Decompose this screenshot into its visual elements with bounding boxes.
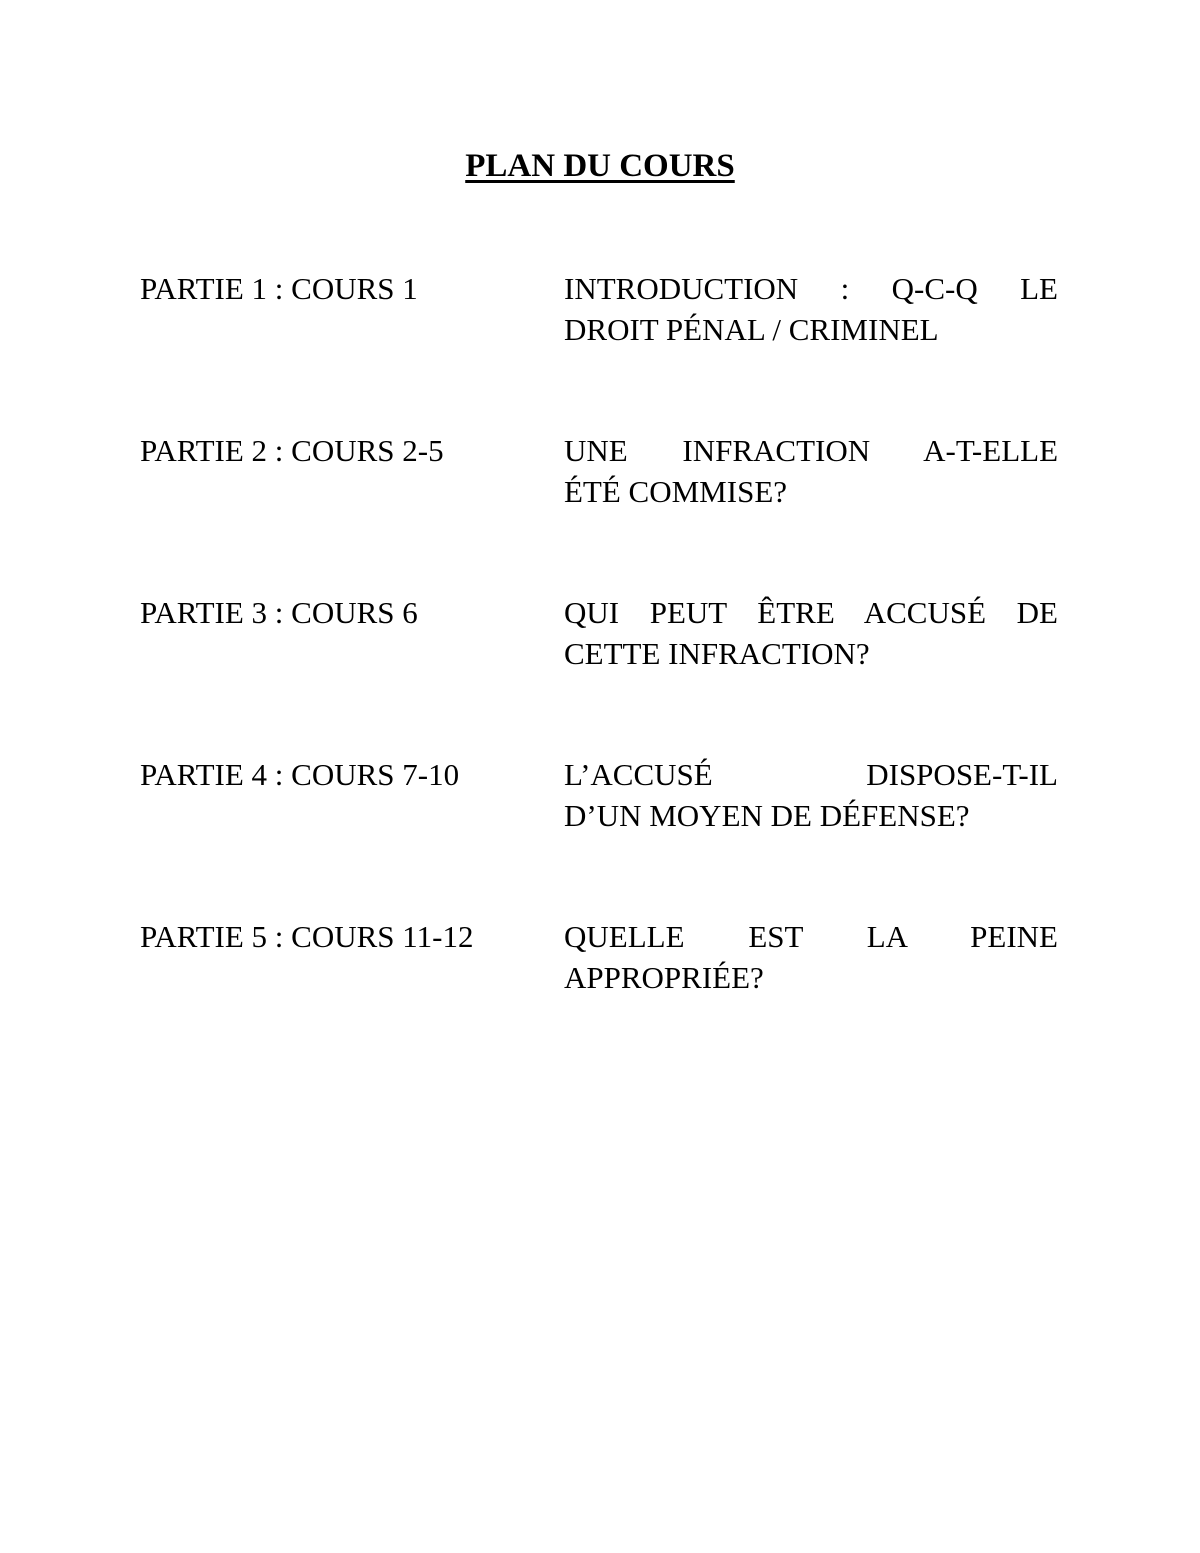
page-title: PLAN DU COURS [465,148,735,184]
row-label: PARTIE 3 : COURS 6 [140,595,418,630]
row-description [564,268,1058,350]
row-label: PARTIE 1 : COURS 1 [140,271,418,306]
row-description-line-1: UNE INFRACTION A-T-ELLE [564,433,1058,468]
row-description [564,754,1058,836]
row-label: PARTIE 2 : COURS 2-5 [140,433,444,468]
row-label: PARTIE 5 : COURS 11-12 [140,919,474,954]
row-description-line-2: DROIT PÉNAL / CRIMINEL [564,312,939,347]
row-description-line-1: INTRODUCTION : Q-C-Q LE [564,271,1058,306]
row-description-line-1: QUI PEUT ÊTRE ACCUSÉ DE [564,595,1058,630]
row-description [564,916,1058,998]
row-description [564,592,1058,674]
row-description [564,430,1058,512]
plan-row-partie-2 [140,430,1058,552]
row-label: PARTIE 4 : COURS 7-10 [140,757,460,792]
plan-row-partie-1 [140,268,1058,390]
row-description-line-1: QUELLE EST LA PEINE [564,919,1058,954]
row-description-line-1: L’ACCUSÉ DISPOSE-T-IL [564,757,1058,792]
plan-row-partie-4 [140,754,1058,876]
course-plan-list [140,268,1058,1078]
plan-row-partie-5 [140,916,1058,1038]
row-description-line-2: CETTE INFRACTION? [564,636,870,671]
row-description-line-2: APPROPRIÉE? [564,960,764,995]
plan-row-partie-3 [140,592,1058,714]
row-description-line-2: ÉTÉ COMMISE? [564,474,788,509]
row-description-line-2: D’UN MOYEN DE DÉFENSE? [564,798,970,833]
